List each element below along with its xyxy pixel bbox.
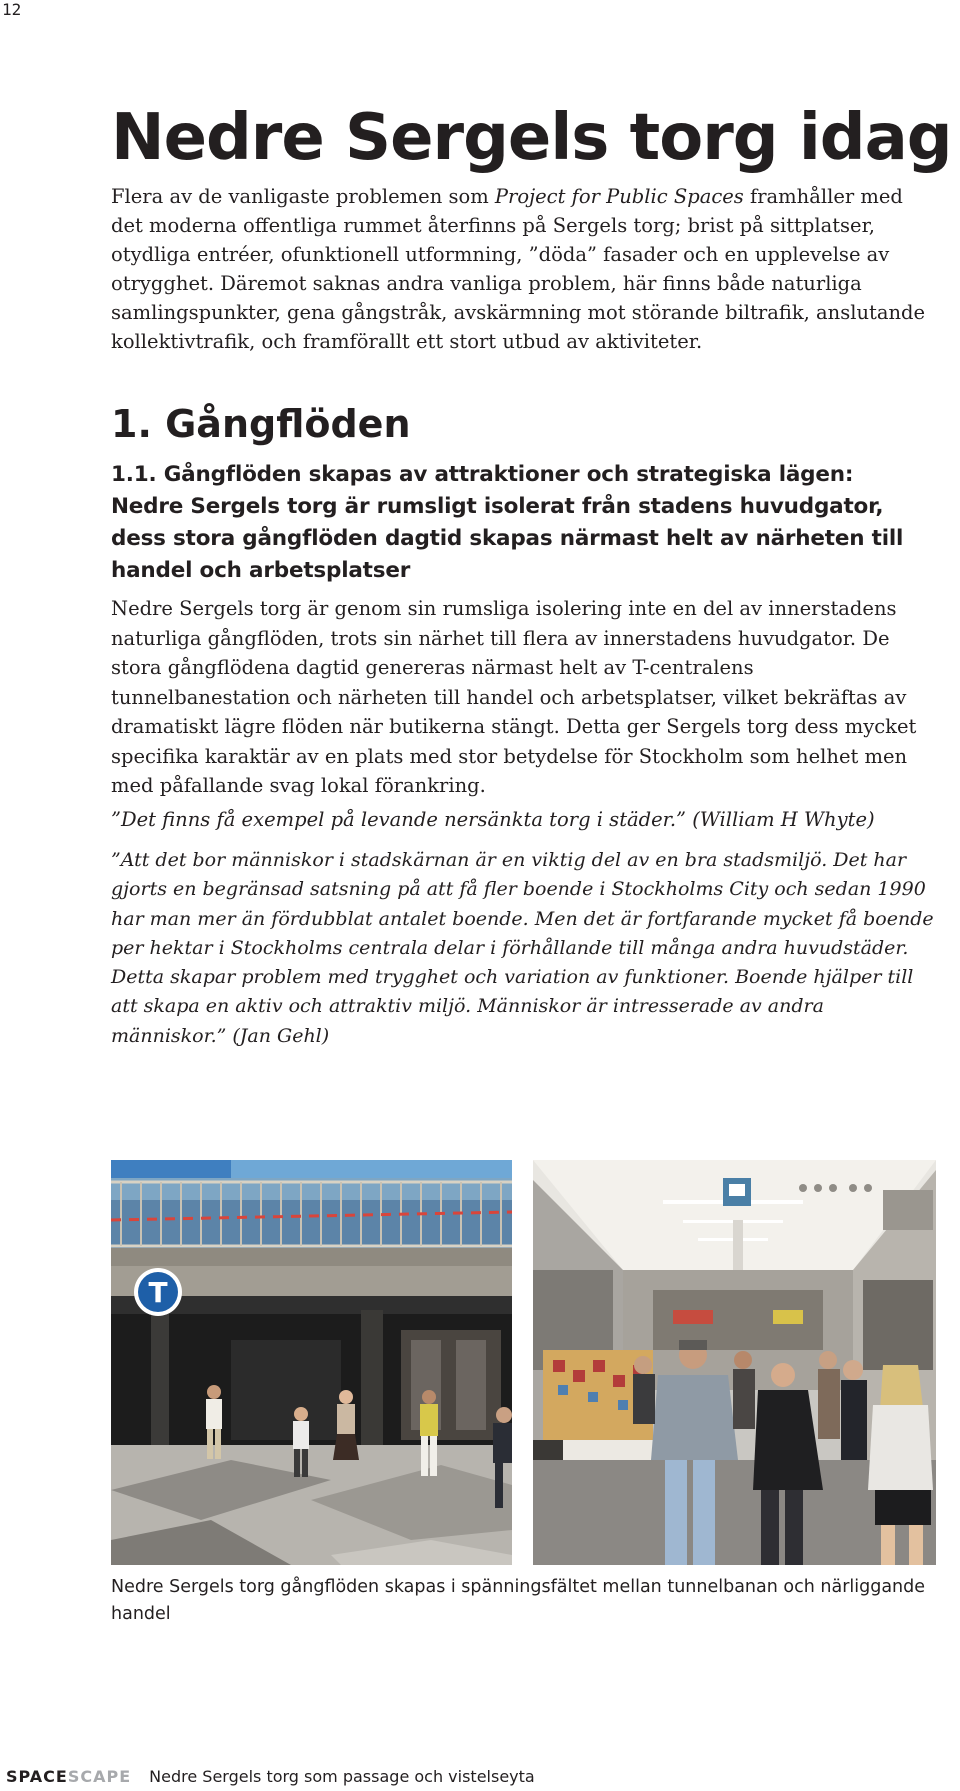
photo-shopping-street — [533, 1160, 936, 1565]
page-title: Nedre Sergels torg idag — [111, 101, 952, 175]
footer-title: Nedre Sergels torg som passage och vistelseyta — [149, 1767, 535, 1786]
quote-whyte: ”Det finns få exempel på levande nersänkta torg i städer.” (William H Whyte) — [111, 808, 875, 831]
section-heading: 1. Gångflöden — [111, 402, 411, 446]
photo-caption: Nedre Sergels torg gångflöden skapas i spänningsfältet mellan tunnelbanan och närliggande handel — [111, 1577, 926, 1624]
quote-gehl: ”Att det bor människor i stadskärnan är en viktig del av en bra stadsmiljö. Det har gjorts en begränsad satsning på att få fler boende i Stockholms City och sedan 1990 har man mer än fördubblat antalet boende. Men det är fortfarande mycket få boende per hektar i Stockholms centrala delar i förhållande till många andra huvudstäder. Detta skapar problem med trygghet och variation av funktioner. Boende hjälper till att skapa en aktiv och attraktiv miljö. Människor är intresserade av andra människor.” (Jan Gehl) — [111, 849, 934, 1047]
page-number: 12 — [2, 0, 22, 19]
section-body-paragraph: Nedre Sergels torg är genom sin rumsliga isolering inte en del av innerstadens naturliga gångflöden, trots sin närhet till flera av innerstadens huvudgator. De stora gångflödena dagtid genereras närmast helt av T-centralens tunnelbanestation och närheten till handel och arbetsplatser, vilket bekräftas av dramatiskt lägre flöden när butikerna stängt. Detta ger Sergels torg dess mycket specifika karaktär av en plats med stor betydelse för Stockholm som helhet men med påfallande svag lokal förankring. — [111, 597, 917, 797]
photo-subway-entrance — [111, 1160, 512, 1565]
brand-logo-part2: SCAPE — [67, 1767, 132, 1786]
intro-emphasis: Project for Public Spaces — [494, 185, 744, 208]
subsection-heading: 1.1. Gångflöden skapas av attraktioner och strategiska lägen: Nedre Sergels torg är rumsligt isolerat från stadens huvudgator, dess stora gångflöden dagtid skapas närmast helt av närheten till handel och arbetsplatser — [111, 462, 904, 583]
subway-sign-letter: T — [148, 1276, 168, 1309]
page-footer — [6, 1767, 535, 1789]
intro-paragraph — [111, 182, 931, 356]
brand-logo-part1: SPACE — [6, 1767, 68, 1786]
intro-text-end: framhåller med det moderna offentliga rummet återfinns på Sergels torg; brist på sittplatser, otydliga entréer, ofunktionell utformning, ”döda” fasader och en upplevelse av otrygghet. Däremot saknas andra vanliga problem, här finns både naturliga samlingspunkter, gena gångstråk, avskärmning mot störande biltrafik, anslutande kollektivtrafik, och framförallt ett stort utbud av aktiviteter. — [111, 185, 926, 353]
intro-text-start: Flera av de vanligaste problemen som — [111, 185, 495, 208]
